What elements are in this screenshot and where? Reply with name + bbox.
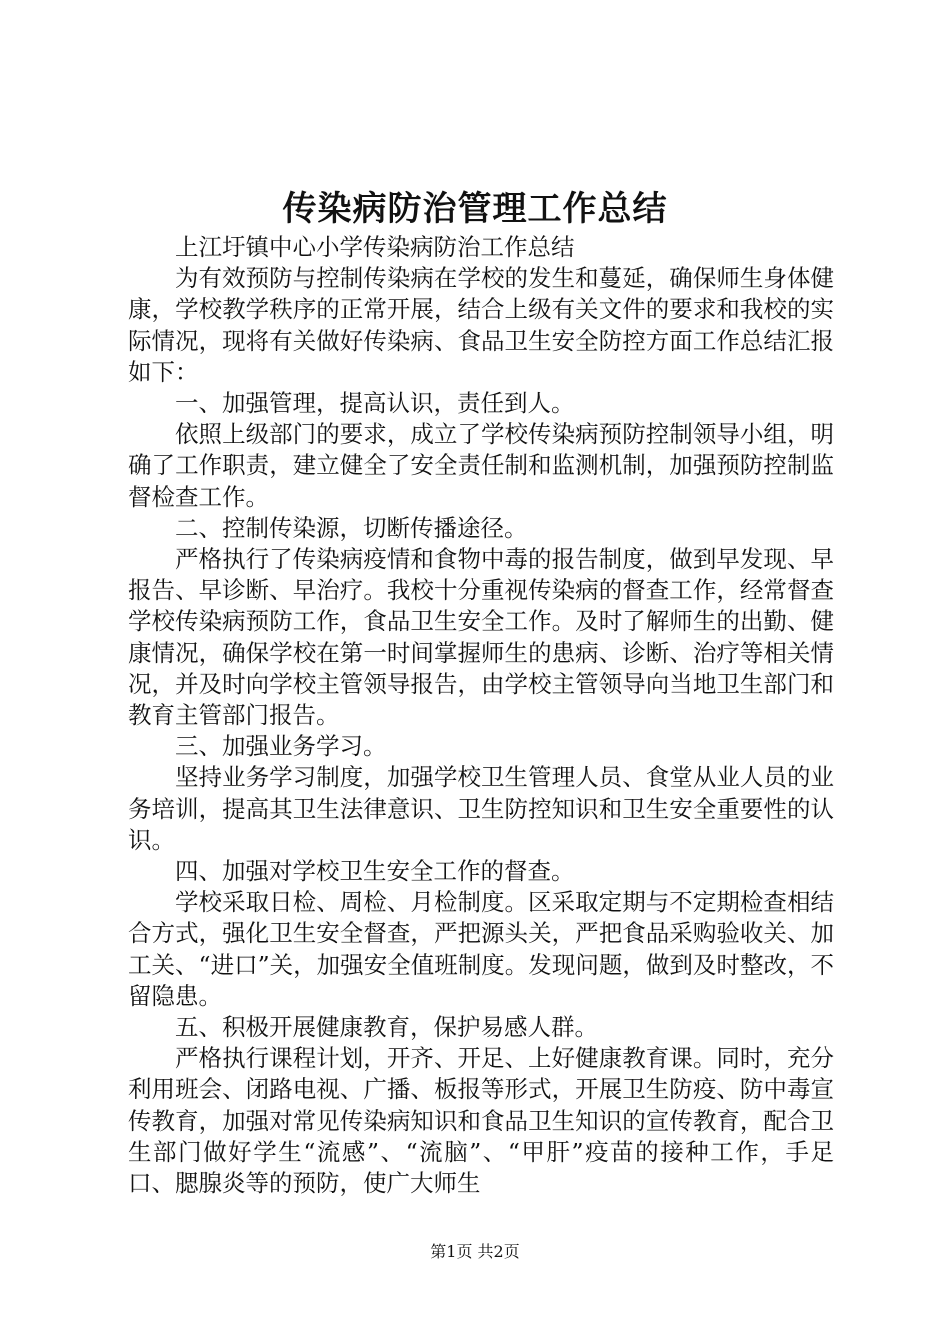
section-heading: 四、加强对学校卫生安全工作的督查。 <box>175 857 575 886</box>
paragraph: 学校采取日检、周检、月检制度。区采取定期与不定期检查相结合方式，强化卫生安全督查，严把源头关，严把食品采购验收关、加工关、“进口”关，加强安全值班制度。发现问题，做到及时整改，不留隐患。 <box>128 888 834 1010</box>
section-heading: 五、积极开展健康教育，保护易感人群。 <box>175 1013 598 1042</box>
section-heading: 二、控制传染源，切断传播途径。 <box>175 513 528 542</box>
paragraph: 依照上级部门的要求，成立了学校传染病预防控制领导小组，明确了工作职责，建立健全了安全责任制和监测机制，加强预防控制监督检查工作。 <box>128 420 834 511</box>
document-body <box>128 232 834 1199</box>
paragraph: 严格执行了传染病疫情和食物中毒的报告制度，做到早发现、早报告、早诊断、早治疗。我校十分重视传染病的督查工作，经常督查学校传染病预防工作，食品卫生安全工作。及时了解师生的出勤、健康情况，确保学校在第一时间掌握师生的患病、诊断、治疗等相关情况，并及时向学校主管领导报告，由学校主管领导向当地卫生部门和教育主管部门报告。 <box>128 545 834 730</box>
paragraph: 坚持业务学习制度，加强学校卫生管理人员、食堂从业人员的业务培训，提高其卫生法律意识、卫生防控知识和卫生安全重要性的认识。 <box>128 763 834 854</box>
paragraph: 为有效预防与控制传染病在学校的发生和蔓延，确保师生身体健康，学校教学秩序的正常开展，结合上级有关文件的要求和我校的实际情况，现将有关做好传染病、食品卫生安全防控方面工作总结汇报如下： <box>128 264 834 386</box>
document-title: 传染病防治管理工作总结 <box>282 189 668 229</box>
page-number-footer: 第1页 共2页 <box>430 1242 520 1261</box>
paragraph: 上江圩镇中心小学传染病防治工作总结 <box>175 233 575 261</box>
paragraph: 严格执行课程计划，开齐、开足、上好健康教育课。同时，充分利用班会、闭路电视、广播、板报等形式，开展卫生防疫、防中毒宣传教育，加强对常见传染病知识和食品卫生知识的宣传教育，配合卫生部门做好学生“流感”、“流脑”、“甲肝”疫苗的接种工作，手足口、腮腺炎等的预防，使广大师生 <box>128 1044 834 1198</box>
section-heading: 一、加强管理，提高认识，责任到人。 <box>175 389 575 418</box>
section-heading: 三、加强业务学习。 <box>175 732 387 761</box>
